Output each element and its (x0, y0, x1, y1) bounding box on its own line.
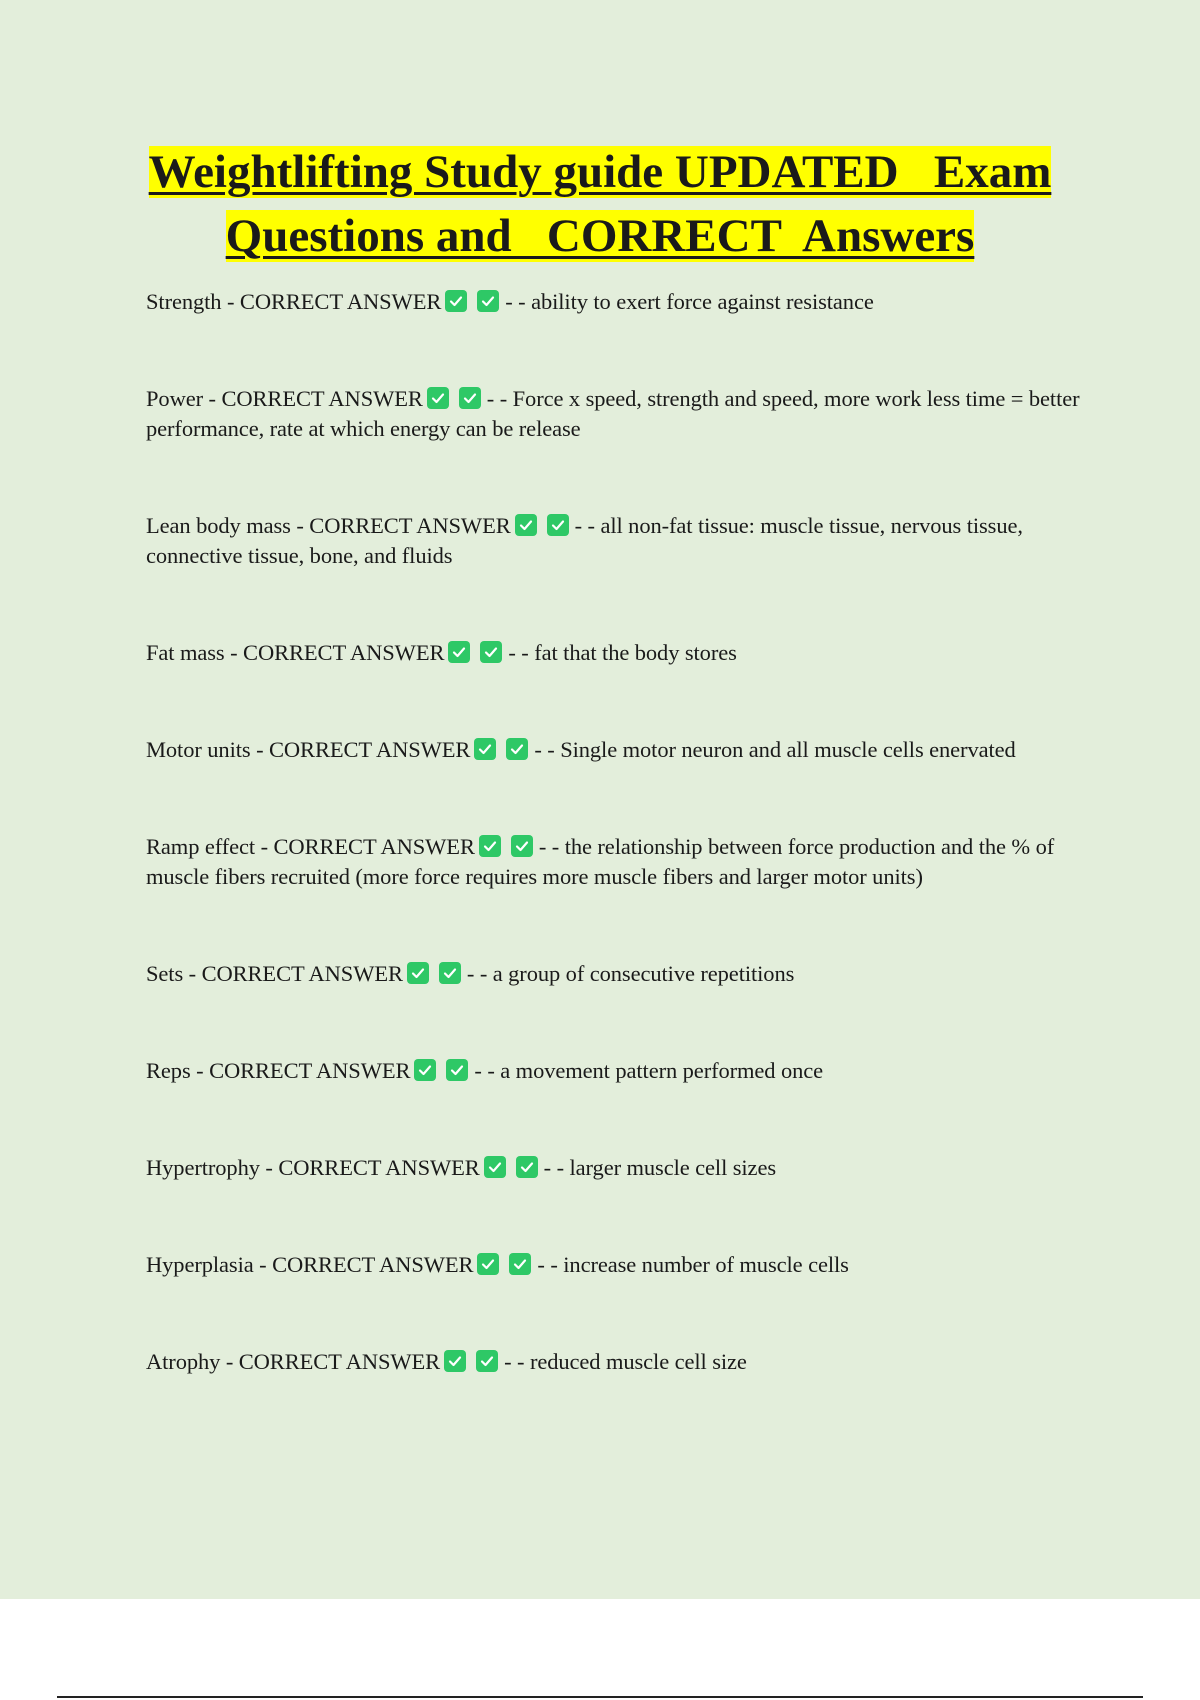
check-mark-icon (448, 641, 470, 663)
entry-term: Atrophy (146, 1349, 221, 1374)
flashcard-entry: Sets - CORRECT ANSWER - - a group of consecutive repetitions (146, 961, 795, 986)
check-mark-icon (444, 1350, 466, 1372)
check-mark-icon (414, 1059, 436, 1081)
check-mark-icon (446, 1059, 468, 1081)
answer-marker: CORRECT ANSWER (278, 1155, 480, 1180)
entry-definition: Force x speed, strength and speed, more work less time = better performance, rate at which energy can be release (146, 386, 1080, 441)
check-mark-icon (476, 1350, 498, 1372)
answer-marker: CORRECT ANSWER (239, 289, 442, 314)
answer-marker: CORRECT ANSWER (238, 1349, 441, 1374)
flashcard-entry: Fat mass - CORRECT ANSWER - - fat that the body stores (146, 640, 737, 665)
entry-definition: a group of consecutive repetitions (492, 961, 795, 986)
flashcard-entry: Hypertrophy - CORRECT ANSWER - - larger muscle cell sizes (146, 1155, 776, 1180)
entry-definition: ability to exert force against resistance (531, 289, 874, 314)
entry-definition: all non-fat tissue: muscle tissue, nervous tissue, connective tissue, bone, and fluids (146, 513, 1023, 568)
answer-marker: CORRECT ANSWER (309, 513, 511, 538)
entry-term: Reps (146, 1058, 191, 1083)
check-mark-icon (511, 835, 533, 857)
entry-term: Power (146, 386, 203, 411)
check-mark-icon (439, 962, 461, 984)
flashcard-entry: Lean body mass - CORRECT ANSWER - - all non-fat tissue: muscle tissue, nervous tissue, connective tissue, bone, and fluids (146, 513, 1023, 568)
answer-marker: CORRECT ANSWER (269, 737, 471, 762)
check-mark-icon (484, 1156, 506, 1178)
flashcard-entry: Strength - CORRECT ANSWER - - ability to exert force against resistance (146, 289, 874, 314)
flashcard-entry: Atrophy - CORRECT ANSWER - - reduced muscle cell size (146, 1349, 747, 1374)
entry-definition: increase number of muscle cells (563, 1252, 849, 1277)
check-mark-icon (459, 387, 481, 409)
flashcard-list (146, 287, 1091, 1444)
answer-marker: CORRECT ANSWER (273, 834, 475, 859)
footer-divider (57, 1696, 1143, 1698)
flashcard-entry: Ramp effect - CORRECT ANSWER - - the relationship between force production and the % of muscle fibers recruited (more force requires more muscle fibers and larger motor units) (146, 834, 1055, 889)
flashcard-entry: Power - CORRECT ANSWER - - Force x speed, strength and speed, more work less time = better performance, rate at which energy can be release (146, 386, 1080, 441)
check-mark-icon (407, 962, 429, 984)
check-mark-icon (427, 387, 449, 409)
title-line-2: Questions and CORRECT Answers (225, 210, 975, 262)
entry-term: Ramp effect (146, 834, 256, 859)
answer-marker: CORRECT ANSWER (221, 386, 423, 411)
answer-marker: CORRECT ANSWER (243, 640, 445, 665)
check-mark-icon (547, 514, 569, 536)
check-mark-icon (480, 641, 502, 663)
check-mark-icon (445, 290, 467, 312)
answer-marker: CORRECT ANSWER (209, 1058, 411, 1083)
flashcard-entry: Motor units - CORRECT ANSWER - - Single motor neuron and all muscle cells enervated (146, 737, 1016, 762)
entry-definition: fat that the body stores (534, 640, 737, 665)
entry-definition: larger muscle cell sizes (569, 1155, 776, 1180)
answer-marker: CORRECT ANSWER (272, 1252, 474, 1277)
answer-marker: CORRECT ANSWER (201, 961, 403, 986)
document-title (120, 140, 1080, 268)
entry-definition: Single motor neuron and all muscle cells enervated (560, 737, 1016, 762)
entry-term: Fat mass (146, 640, 225, 665)
flashcard-entry: Reps - CORRECT ANSWER - - a movement pattern performed once (146, 1058, 824, 1083)
check-mark-icon (474, 738, 496, 760)
entry-term: Lean body mass (146, 513, 291, 538)
title-line-1: Weightlifting Study guide UPDATED Exam (148, 146, 1052, 198)
entry-term: Hyperplasia (146, 1252, 254, 1277)
check-mark-icon (479, 835, 501, 857)
check-mark-icon (477, 290, 499, 312)
entry-term: Motor units (146, 737, 251, 762)
entry-definition: a movement pattern performed once (500, 1058, 824, 1083)
check-mark-icon (477, 1253, 499, 1275)
check-mark-icon (516, 1156, 538, 1178)
check-mark-icon (506, 738, 528, 760)
entry-definition: reduced muscle cell size (529, 1349, 747, 1374)
entry-term: Strength (146, 289, 222, 314)
entry-definition: the relationship between force production and the % of muscle fibers recruited (more force requires more muscle fibers and larger motor units) (146, 834, 1055, 889)
check-mark-icon (515, 514, 537, 536)
entry-term: Hypertrophy (146, 1155, 260, 1180)
flashcard-entry: Hyperplasia - CORRECT ANSWER - - increase number of muscle cells (146, 1252, 849, 1277)
entry-term: Sets (146, 961, 184, 986)
check-mark-icon (509, 1253, 531, 1275)
